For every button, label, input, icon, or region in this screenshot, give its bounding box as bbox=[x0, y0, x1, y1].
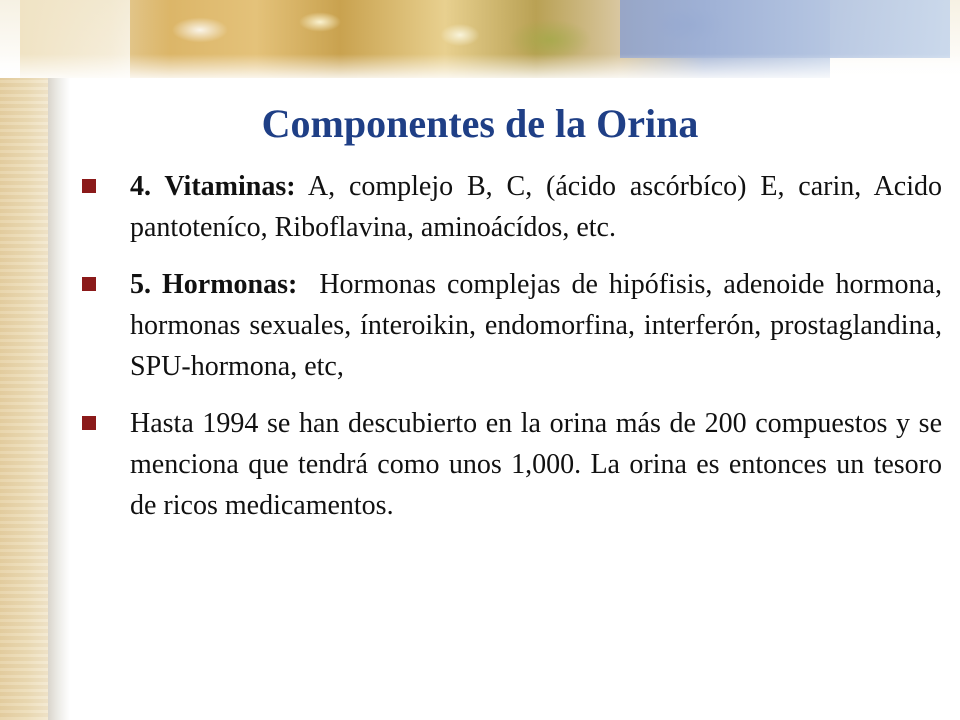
bullet-text bbox=[130, 264, 949, 387]
bullet-body: A, complejo B, C, (ácido ascórbíco) E, carin, Acido pantoteníco, Riboflavina, aminoácídos, etc. bbox=[130, 171, 942, 243]
decorative-side-shadow bbox=[48, 78, 70, 720]
bullet-item-hormonas bbox=[82, 264, 949, 387]
bullet-text bbox=[130, 166, 942, 248]
square-bullet-icon bbox=[82, 179, 96, 193]
square-bullet-icon bbox=[82, 416, 96, 430]
bullet-text bbox=[130, 403, 942, 526]
square-bullet-icon bbox=[82, 277, 96, 291]
bullet-label: 5. Hormonas: bbox=[130, 269, 298, 300]
slide-title: Componentes de la Orina bbox=[261, 101, 699, 146]
bullet-body: Hasta 1994 se han descubierto en la orina más de 200 compuestos y se menciona que tendrá como unos 1,000. La orina es entonces un tesoro de ricos medicamentos. bbox=[130, 408, 942, 521]
bullet-item-hasta-1994 bbox=[82, 403, 942, 526]
bullet-label: 4. Vitaminas: bbox=[130, 171, 296, 202]
bullet-item-vitaminas bbox=[82, 166, 942, 248]
banner-bottom-fade bbox=[0, 54, 960, 78]
bullet-body: Hormonas complejas de hipófisis, adenoide hormona, hormonas sexuales, ínteroikin, endomorfina, interferón, prostaglandina, SPU-hormona, etc, bbox=[130, 269, 949, 382]
decorative-header-banner bbox=[0, 0, 960, 78]
banner-blue-panel bbox=[620, 0, 950, 58]
bullet-list bbox=[82, 166, 949, 542]
